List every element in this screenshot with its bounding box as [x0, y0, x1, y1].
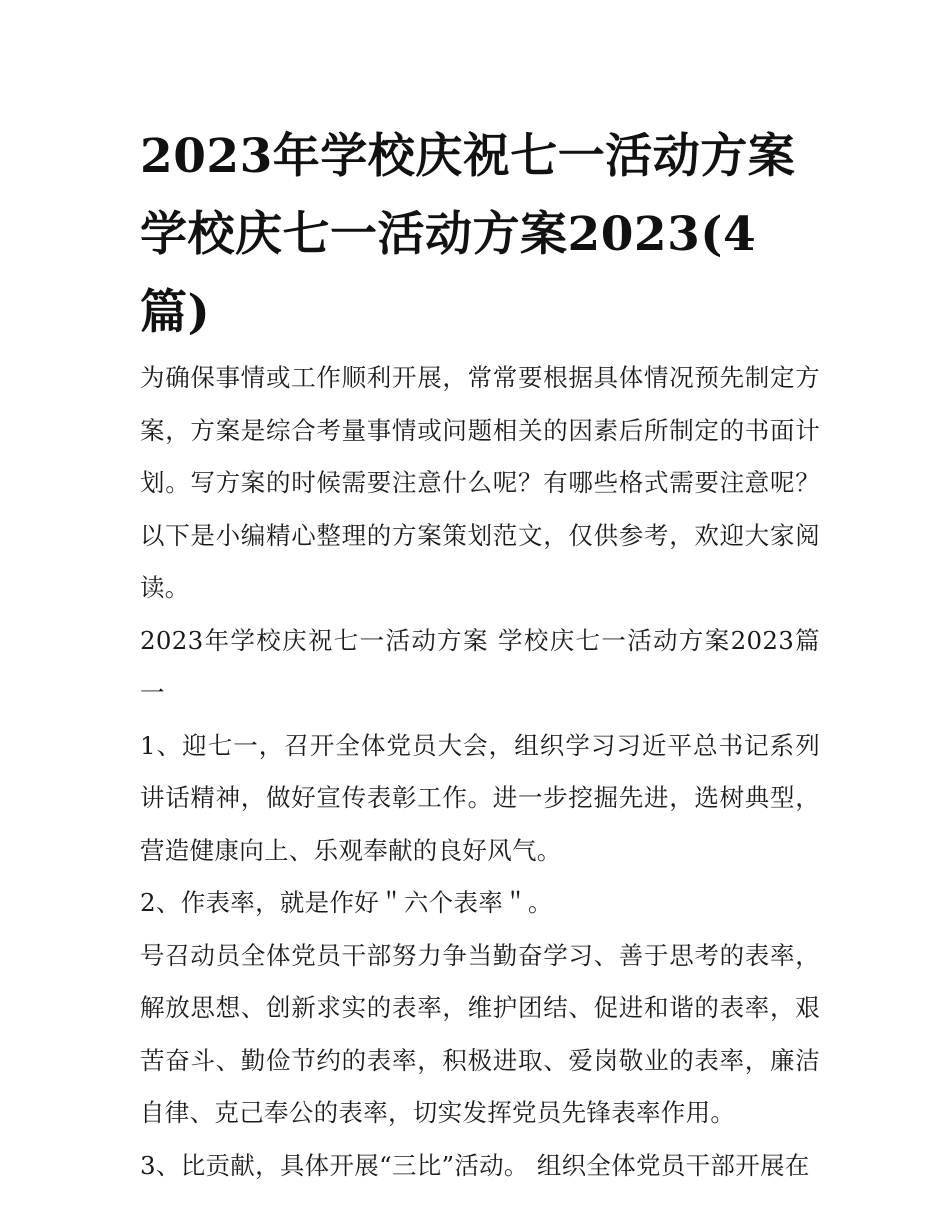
item-2-paragraph: 2、作表率，就是作好＂六个表率＂。: [140, 888, 553, 917]
item-3-paragraph: 3、比贡献，具体开展“三比”活动。 组织全体党员干部开展在: [140, 1150, 810, 1180]
document-title: 2023年学校庆祝七一活动方案 学校庆七一活动方案2023(4篇): [140, 129, 796, 340]
item-1-paragraph: 1、迎七一，召开全体党员大会，组织学习习近平总书记系列讲话精神，做好宣传表彰工作。进一步挖掘先进，选树典型，营造健康向上、乐观奉献的良好风气。: [140, 730, 820, 865]
document-body: [140, 352, 820, 1192]
intro-paragraph: 为确保事情或工作顺利开展，常常要根据具体情况预先制定方案，方案是综合考量事情或问题相关的因素后所制定的书面计划。写方案的时候需要注意什么呢？有哪些格式需要注意呢？以下是小编精心整理的方案策划范文，仅供参考，欢迎大家阅读。: [140, 363, 820, 602]
section-heading: 2023年学校庆祝七一活动方案 学校庆七一活动方案2023篇一: [140, 625, 820, 707]
item-2-detail-paragraph: 号召动员全体党员干部努力争当勤奋学习、善于思考的表率，解放思想、创新求实的表率，维护团结、促进和谐的表率，艰苦奋斗、勤俭节约的表率，积极进取、爱岗敬业的表率，廉洁自律、克己奉公的表率，切实发挥党员先锋表率作用。: [140, 940, 820, 1127]
